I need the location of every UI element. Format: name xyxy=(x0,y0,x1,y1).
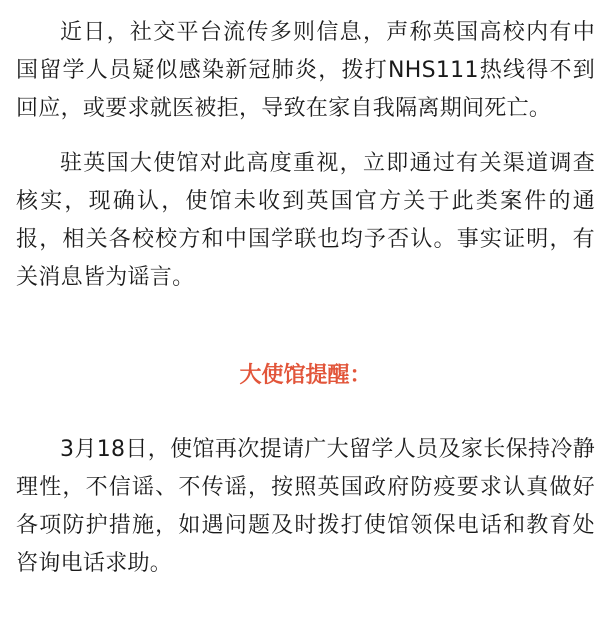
paragraph-embassy-verification: 驻英国大使馆对此高度重视，立即通过有关渠道调查核实，现确认，使馆未收到英国官方关于此类案件的通报，相关各校校方和中国学联也均予否认。事实证明，有关消息皆为谣言。 xyxy=(16,151,595,290)
paragraph-embassy-reminder: 3月18日，使馆再次提请广大留学人员及家长保持冷静理性，不信谣、不传谣，按照英国政府防疫要求认真做好各项防护措施，如遇问题及时拨打使馆领保电话和教育处咨询电话求助。 xyxy=(16,437,595,576)
reminder-heading: 大使馆提醒： xyxy=(239,363,372,388)
paragraph-rumor-report: 近日，社交平台流传多则信息，声称英国高校内有中国留学人员疑似感染新冠肺炎，拨打NHS111热线得不到回应，或要求就医被拒，导致在家自我隔离期间死亡。 xyxy=(16,20,595,121)
